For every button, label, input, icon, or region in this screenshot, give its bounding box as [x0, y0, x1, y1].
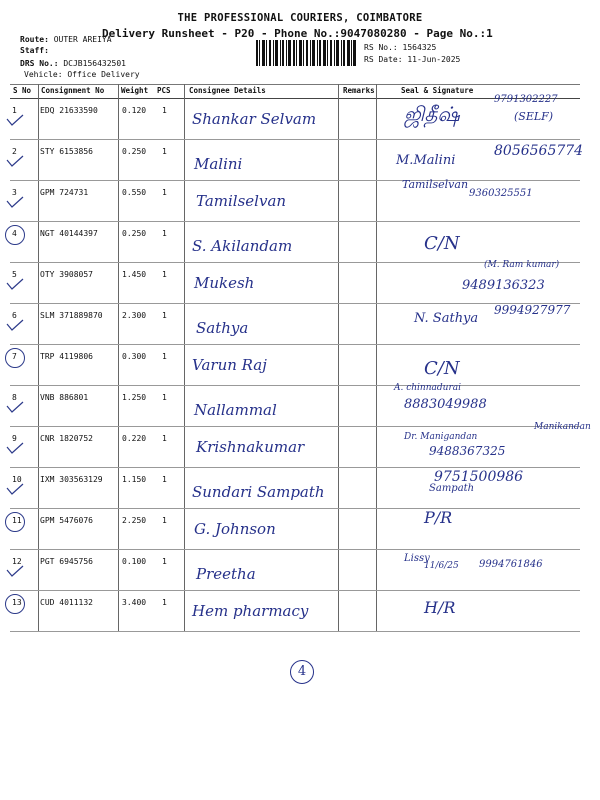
- signature-text: 8056565774: [494, 143, 584, 159]
- pieces: 1: [162, 311, 167, 320]
- table-row: [10, 221, 580, 262]
- consignment-number: CUD 4011132: [40, 598, 93, 607]
- check-mark-icon: [6, 401, 24, 413]
- runsheet-table: [10, 84, 591, 632]
- pieces: 1: [162, 352, 167, 361]
- weight: 1.250: [122, 393, 147, 402]
- consignee-name: S. Akilandam: [192, 237, 293, 255]
- consignee-name: Tamilselvan: [196, 192, 287, 210]
- signature-text: C/N: [424, 358, 460, 379]
- signature-text: A. chinnadurai: [394, 383, 461, 393]
- signature-text: Tamilselvan: [402, 178, 469, 191]
- weight: 0.250: [122, 229, 147, 238]
- table-row: [10, 303, 580, 344]
- serial-number: 9: [12, 434, 17, 443]
- consignee-name: Nallammal: [194, 401, 277, 419]
- table-row: [10, 422, 591, 467]
- vehicle-label: Vehicle:: [24, 70, 63, 79]
- consignee-name: Varun Raj: [192, 356, 267, 374]
- signature-text: Lissy: [404, 553, 430, 564]
- pieces: 1: [162, 393, 167, 402]
- col-header-pcs: PCS: [157, 86, 171, 95]
- serial-number: 8: [12, 393, 17, 402]
- check-mark-icon: [6, 155, 24, 167]
- check-mark-icon: [6, 278, 24, 290]
- consignee-name: Hem pharmacy: [192, 602, 309, 620]
- table-row: [10, 508, 580, 549]
- signature-text: 8883049988: [404, 397, 487, 412]
- route-line: [20, 34, 112, 45]
- check-mark-icon: [6, 483, 24, 495]
- consignee-name: Malini: [194, 155, 243, 173]
- signature-text: ஜிதீஷ்: [404, 102, 460, 126]
- pieces: 1: [162, 598, 167, 607]
- rs-no-value: 1564325: [402, 43, 437, 52]
- route-value: OUTER AREIYA: [53, 35, 112, 44]
- serial-number: 4: [12, 229, 17, 238]
- page-mark: 4: [290, 660, 314, 684]
- weight: 1.150: [122, 475, 147, 484]
- signature-text: 9489136323: [462, 278, 545, 293]
- table-row: [10, 180, 580, 221]
- weight: 0.300: [122, 352, 147, 361]
- circled-number-mark: [5, 594, 25, 614]
- circled-number-mark: [5, 225, 25, 245]
- vehicle-value: Office Delivery: [67, 70, 140, 79]
- check-mark-icon: [6, 114, 24, 126]
- pieces: 1: [162, 270, 167, 279]
- route-label: Route:: [20, 35, 49, 44]
- table-row: [10, 262, 580, 303]
- check-mark-icon: [6, 319, 24, 331]
- serial-number: 10: [12, 475, 22, 484]
- consignee-name: Shankar Selvam: [192, 110, 317, 128]
- weight: 2.250: [122, 516, 147, 525]
- signature-text: Dr. Manigandan: [404, 432, 478, 442]
- signature-text: P/R: [424, 508, 453, 527]
- weight: 1.450: [122, 270, 147, 279]
- signature-text: (M. Ram kumar): [484, 260, 560, 270]
- consignment-number: STY 6153856: [40, 147, 93, 156]
- rs-date-line: [364, 54, 460, 66]
- serial-number: 5: [12, 270, 17, 279]
- consignee-name: Preetha: [196, 565, 256, 583]
- pieces: 1: [162, 434, 167, 443]
- col-header-consignee: Consignee Details: [189, 86, 266, 95]
- consignee-name: Krishnakumar: [196, 438, 305, 456]
- rs-date-value: 11-Jun-2025: [407, 55, 461, 64]
- consignment-number: GPM 724731: [40, 188, 89, 197]
- serial-number: 3: [12, 188, 17, 197]
- circled-number-mark: [5, 348, 25, 368]
- signature-text: C/N: [424, 233, 460, 254]
- serial-number: 7: [12, 352, 17, 361]
- signature-text: 9360325551: [469, 188, 533, 199]
- drs-label: DRS No.:: [20, 59, 59, 68]
- company-name: THE PROFESSIONAL COURIERS, COIMBATORE: [177, 12, 423, 24]
- weight: 3.400: [122, 598, 147, 607]
- table-row: [10, 590, 580, 631]
- consignment-number: SLM 371889870: [40, 311, 103, 320]
- weight: 0.220: [122, 434, 147, 443]
- signature-text: N. Sathya: [414, 311, 479, 326]
- pieces: 1: [162, 475, 167, 484]
- staff-label: Staff:: [20, 46, 49, 55]
- col-header-weight: Weight: [121, 86, 149, 95]
- table-row: [10, 385, 580, 426]
- signature-text: 9751500986: [434, 469, 524, 485]
- serial-number: 12: [12, 557, 22, 566]
- rs-info: [364, 42, 460, 66]
- consignee-name: G. Johnson: [194, 520, 276, 538]
- check-mark-icon: [6, 442, 24, 454]
- signature-text: 9791302227: [494, 94, 558, 105]
- consignee-name: Mukesh: [194, 274, 255, 292]
- signature-text: Manikandan: [534, 422, 591, 432]
- signature-text: M.Malini: [396, 153, 456, 168]
- weight: 0.120: [122, 106, 147, 115]
- pieces: 1: [162, 147, 167, 156]
- pieces: 1: [162, 106, 167, 115]
- barcode: [256, 40, 356, 66]
- col-header-signature: Seal & Signature: [401, 86, 474, 95]
- weight: 0.550: [122, 188, 147, 197]
- serial-number: 13: [12, 598, 22, 607]
- col-header-remarks: Remarks: [343, 86, 375, 95]
- consignment-number: TRP 4119806: [40, 352, 93, 361]
- table-row: [10, 344, 580, 385]
- pieces: 1: [162, 229, 167, 238]
- serial-number: 11: [12, 516, 22, 525]
- table-row: [10, 94, 580, 139]
- col-header-consignment: Consignment No: [41, 86, 105, 95]
- signature-text: 9488367325: [429, 444, 506, 458]
- table-row: [10, 549, 580, 590]
- consignment-number: VNB 886801: [40, 393, 89, 402]
- rs-no-label: RS No.:: [364, 43, 398, 52]
- rs-date-label: RS Date:: [364, 55, 403, 64]
- check-mark-icon: [6, 196, 24, 208]
- consignment-number: NGT 40144397: [40, 229, 98, 238]
- signature-text: 11/6/25: [424, 561, 459, 571]
- serial-number: 6: [12, 311, 17, 320]
- drs-line: [20, 58, 126, 69]
- consignment-number: OTY 3908057: [40, 270, 93, 279]
- signature-text: 9994761846: [479, 559, 543, 570]
- rs-no-line: [364, 42, 460, 54]
- table-row: [10, 139, 584, 180]
- pieces: 1: [162, 516, 167, 525]
- consignee-name: Sathya: [196, 319, 249, 337]
- consignment-number: PGT 6945756: [40, 557, 93, 566]
- signature-text: 9994927977: [494, 303, 571, 317]
- drs-value: DCJB156432501: [63, 59, 126, 68]
- check-mark-icon: [6, 565, 24, 577]
- serial-number: 1: [12, 106, 17, 115]
- circled-number-mark: [5, 512, 25, 532]
- serial-number: 2: [12, 147, 17, 156]
- signature-text: H/R: [424, 598, 456, 617]
- runsheet-title: Delivery Runsheet - P20 - Phone No.:9047080280 - Page No.:1: [102, 27, 493, 40]
- consignment-number: GPM 5476076: [40, 516, 93, 525]
- weight: 2.300: [122, 311, 147, 320]
- weight: 0.250: [122, 147, 147, 156]
- consignee-name: Sundari Sampath: [192, 483, 325, 501]
- consignment-number: EDQ 21633590: [40, 106, 98, 115]
- signature-text: Sampath: [429, 483, 475, 494]
- consignment-number: CNR 1820752: [40, 434, 93, 443]
- vehicle-line: [24, 69, 140, 80]
- row-divider: [10, 631, 580, 632]
- pieces: 1: [162, 557, 167, 566]
- table-row: [10, 467, 580, 508]
- consignment-number: IXM 303563129: [40, 475, 103, 484]
- signature-text: (SELF): [514, 110, 554, 123]
- col-header-sno: S No: [13, 86, 32, 95]
- weight: 0.100: [122, 557, 147, 566]
- pieces: 1: [162, 188, 167, 197]
- staff-line: [20, 45, 49, 56]
